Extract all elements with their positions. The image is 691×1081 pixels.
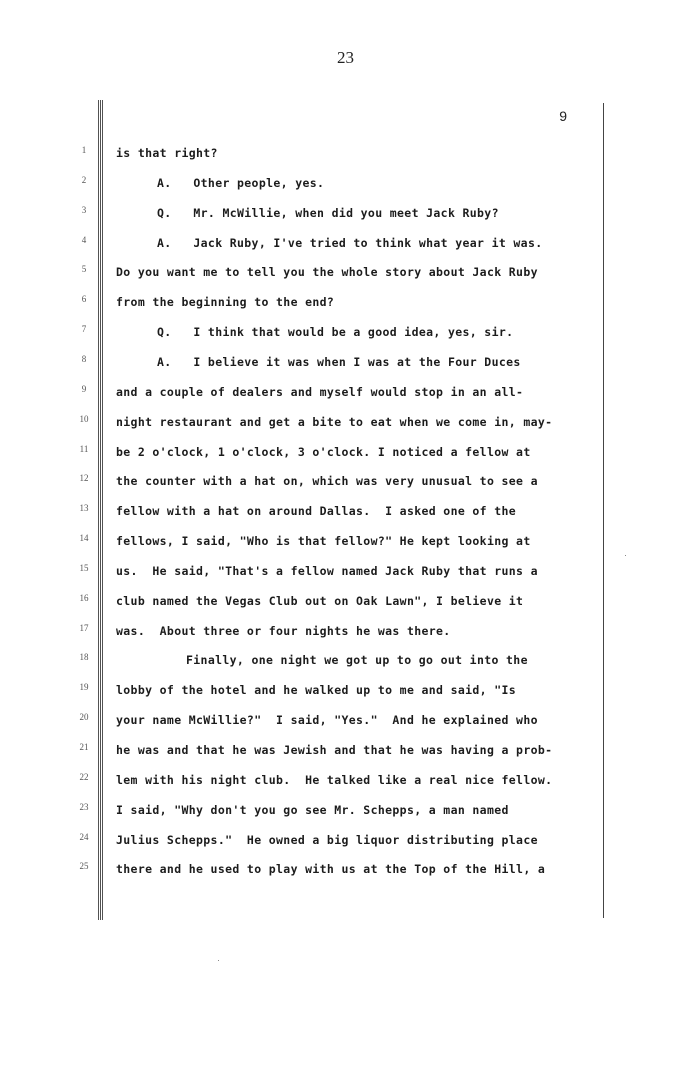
transcript-line: Julius Schepps." He owned a big liquor distributing place (116, 832, 538, 847)
line-number: 23 (79, 801, 89, 812)
line-number: 24 (79, 831, 89, 842)
line-number: 25 (79, 861, 89, 872)
line-number: 2 (81, 174, 87, 185)
scan-speck (625, 555, 626, 556)
transcript-line: night restaurant and get a bite to eat when we come in, may- (116, 414, 553, 429)
scan-speck (218, 960, 219, 961)
line-number: 11 (79, 443, 89, 454)
line-number: 15 (79, 562, 89, 573)
transcript-line: fellows, I said, "Who is that fellow?" He kept looking at (116, 534, 531, 549)
line-number: 4 (81, 234, 87, 245)
transcript-line: I said, "Why don't you go see Mr. Schepps, a man named (116, 802, 509, 817)
line-number: 7 (81, 324, 87, 335)
transcript-line: the counter with a hat on, which was very unusual to see a (116, 474, 538, 489)
transcript-line: Do you want me to tell you the whole story about Jack Ruby (116, 265, 538, 280)
line-number: 10 (79, 413, 89, 424)
transcript-line: your name McWillie?" I said, "Yes." And he explained who (116, 713, 538, 728)
line-number: 20 (79, 712, 89, 723)
line-number: 18 (79, 652, 89, 663)
line-number: 14 (79, 533, 89, 544)
transcript-line: club named the Vegas Club out on Oak Lawn", I believe it (116, 593, 524, 608)
transcript-line: be 2 o'clock, 1 o'clock, 3 o'clock. I noticed a fellow at (116, 444, 531, 459)
transcript-line: us. He said, "That's a fellow named Jack Ruby that runs a (116, 563, 538, 578)
line-number: 9 (81, 383, 87, 394)
line-number: 17 (79, 622, 89, 633)
transcript-line: from the beginning to the end? (116, 295, 335, 310)
page-number: 23 (337, 48, 354, 67)
transcript-line: is that right? (116, 146, 218, 160)
line-number: 19 (79, 682, 89, 693)
line-number: 1 (81, 145, 87, 155)
line-number: 8 (81, 353, 87, 364)
transcript-line: A. I believe it was when I was at the Four Duces (157, 354, 521, 369)
transcript-line: A. Jack Ruby, I've tried to think what year it was. (157, 235, 543, 250)
line-number: 3 (81, 204, 87, 215)
transcript-line: fellow with a hat on around Dallas. I asked one of the (116, 504, 517, 519)
transcript-line: and a couple of dealers and myself would stop in an all- (116, 384, 524, 399)
line-number: 5 (81, 264, 87, 275)
line-number: 16 (79, 592, 89, 603)
transcript-line: A. Other people, yes. (157, 175, 325, 190)
transcript-line: Q. I think that would be a good idea, yes, sir. (157, 325, 514, 340)
line-number: 22 (79, 771, 89, 782)
transcript-line: Q. Mr. McWillie, when did you meet Jack Ruby? (157, 205, 499, 220)
line-number: 6 (81, 294, 87, 305)
line-number: 13 (79, 503, 89, 514)
transcript-line: lem with his night club. He talked like a real nice fellow. (116, 772, 553, 787)
transcript-line: he was and that he was Jewish and that he was having a prob- (116, 743, 553, 757)
transcript-page-number: 9 (559, 108, 567, 124)
line-number: 12 (79, 473, 89, 484)
transcript-line: lobby of the hotel and he walked up to me and said, "Is (116, 683, 517, 698)
transcript-line: was. About three or four nights he was there. (116, 623, 451, 638)
transcript-line: there and he used to play with us at the Top of the Hill, a (116, 862, 546, 877)
line-number: 21 (79, 742, 89, 752)
transcript-line: Finally, one night we got up to go out into the (186, 653, 528, 668)
